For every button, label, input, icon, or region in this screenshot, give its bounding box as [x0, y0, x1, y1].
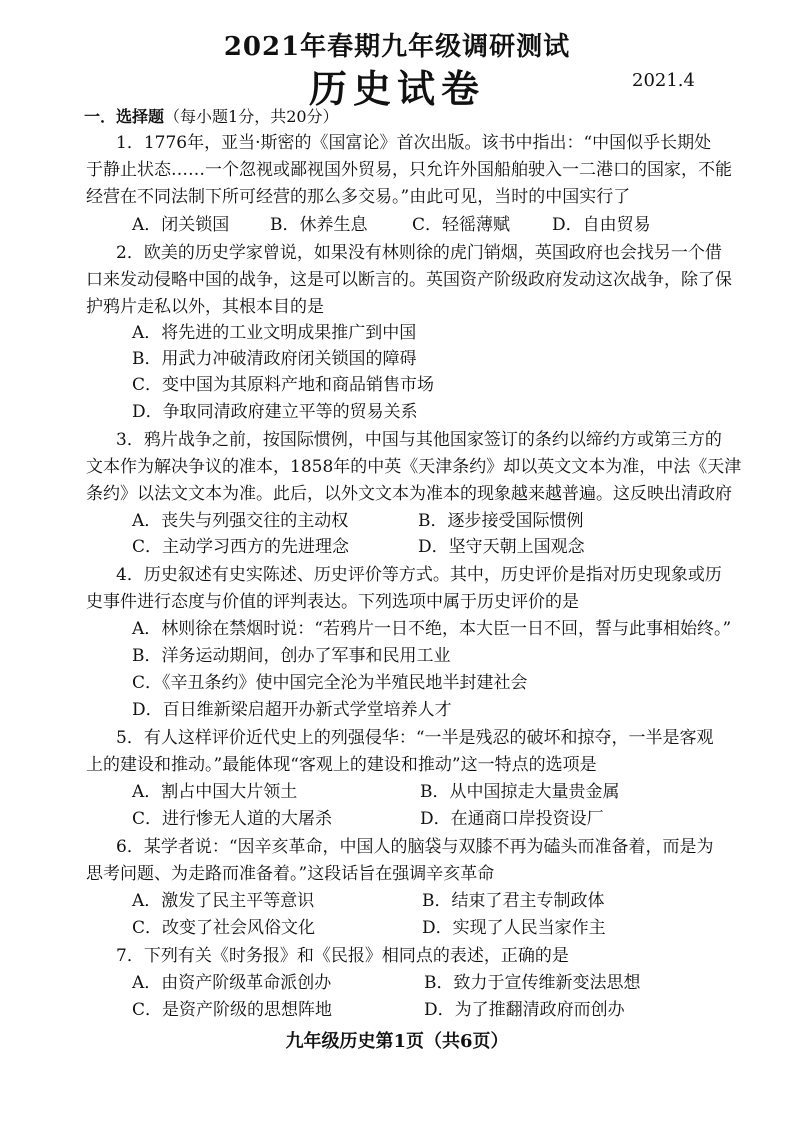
- question-4-line-1: 4．历史叙述有史实陈述、历史评价等方式。其中，历史评价是指对历史现象或历: [116, 565, 722, 585]
- question-6-option-d: D．实现了人民当家作主: [422, 918, 606, 938]
- question-4-option-c: C．《辛丑条约》使中国完全沦为半殖民地半封建社会: [132, 673, 528, 693]
- question-2-option-d: D．争取同清政府建立平等的贸易关系: [132, 402, 418, 422]
- question-3-option-a: A．丧失与列强交往的主动权: [132, 511, 349, 531]
- question-1-option-d: D．自由贸易: [552, 215, 651, 235]
- question-6-line-2: 思考问题、为走路而准备着。”这段话旨在强调辛亥革命: [86, 864, 495, 884]
- question-5-option-a: A．割占中国大片领土: [132, 782, 298, 802]
- question-7-option-d: D．为了推翻清政府而创办: [424, 1000, 625, 1020]
- question-1-option-c: C．轻徭薄赋: [412, 215, 511, 235]
- question-4-option-b: B．洋务运动期间，创办了军事和民用工业: [132, 646, 451, 666]
- question-1-line-3: 经营在不同法制下所可经营的那么多交易。”由此可见，当时的中国实行了: [86, 187, 631, 207]
- question-4-option-d: D．百日维新梁启超开办新式学堂培养人才: [132, 700, 452, 720]
- question-2-line-3: 护鸦片走私以外，其根本目的是: [86, 297, 324, 317]
- question-1-option-b: B．休养生息: [270, 215, 368, 235]
- question-4-option-a: A．林则徐在禁烟时说：“若鸦片一日不绝，本大臣一日不回，誓与此事相始终。”: [132, 619, 732, 639]
- exam-title: 2021年春期九年级调研测试: [223, 32, 571, 62]
- question-6-option-c: C．改变了社会风俗文化: [132, 918, 316, 938]
- subject-title: 历史试卷: [308, 66, 485, 111]
- section-note: （每小题1分，共20分）: [164, 107, 339, 126]
- question-2-line-1: 2．欧美的历史学家曾说，如果没有林则徐的虎门销烟，英国政府也会找另一个借: [116, 243, 722, 263]
- question-3-option-c: C．主动学习西方的先进理念: [132, 537, 350, 557]
- section-heading: [84, 104, 339, 127]
- exam-date: 2021.4: [632, 70, 695, 91]
- question-5-line-2: 上的建设和推动。”最能体现“客观上的建设和推动”这一特点的选项是: [86, 755, 597, 775]
- question-3-line-3: 条约》以法文文本为准。此后，以外文文本为准本的现象越来越普遍。这反映出清政府: [86, 484, 732, 504]
- question-7-option-a: A．由资产阶级革命派创办: [132, 973, 332, 993]
- question-3-line-2: 文本作为解决争议的准本，1858年的中英《天津条约》却以英文文本为准，中法《天津: [86, 457, 742, 477]
- question-6-option-b: B．结束了君主专制政体: [422, 891, 605, 911]
- question-4-line-2: 史事件进行态度与价值的评判表达。下列选项中属于历史评价的是: [86, 592, 579, 612]
- question-5-option-b: B．从中国掠走大量贵金属: [420, 782, 620, 802]
- question-3-line-1: 3．鸦片战争之前，按国际惯例，中国与其他国家签订的条约以缔约方或第三方的: [116, 430, 722, 450]
- question-3-option-d: D．坚守天朝上国观念: [418, 537, 585, 557]
- question-7-option-c: C．是资产阶级的思想阵地: [132, 1000, 333, 1020]
- question-2-option-a: A．将先进的工业文明成果推广到中国: [132, 323, 417, 343]
- question-5-option-c: C．进行惨无人道的大屠杀: [132, 809, 333, 829]
- page-footer: 九年级历史第1页（共6页）: [285, 1031, 509, 1052]
- question-1-line-1: 1．1776年，亚当·斯密的《国富论》首次出版。该书中指出：“中国似乎长期处: [116, 133, 712, 153]
- question-2-line-2: 口来发动侵略中国的战争，这是可以断言的。英国资产阶级政府发动这次战争，除了保: [86, 270, 732, 290]
- question-7-option-b: B．致力于宣传维新变法思想: [424, 973, 641, 993]
- question-1-option-a: A．闭关锁国: [132, 215, 230, 235]
- question-3-option-b: B．逐步接受国际惯例: [418, 511, 584, 531]
- question-5-option-d: D．在通商口岸投资设厂: [420, 809, 604, 829]
- question-5-line-1: 5．有人这样评价近代史上的列强侵华：“一半是残忍的破坏和掠夺，一半是客观: [116, 728, 714, 748]
- question-2-option-b: B．用武力冲破清政府闭关锁国的障碍: [132, 349, 417, 369]
- question-7-line-1: 7．下列有关《时务报》和《民报》相同点的表述，正确的是: [116, 946, 569, 966]
- question-2-option-c: C．变中国为其原料产地和商品销售市场: [132, 375, 435, 395]
- question-6-line-1: 6．某学者说：“因辛亥革命，中国人的脑袋与双膝不再为磕头而准备着，而是为: [116, 837, 714, 857]
- question-1-line-2: 于静止状态……一个忽视或鄙视国外贸易，只允许外国船舶驶入一二港口的国家，不能: [86, 160, 732, 180]
- section-title: 一．选择题: [84, 107, 165, 126]
- question-6-option-a: A．激发了民主平等意识: [132, 891, 315, 911]
